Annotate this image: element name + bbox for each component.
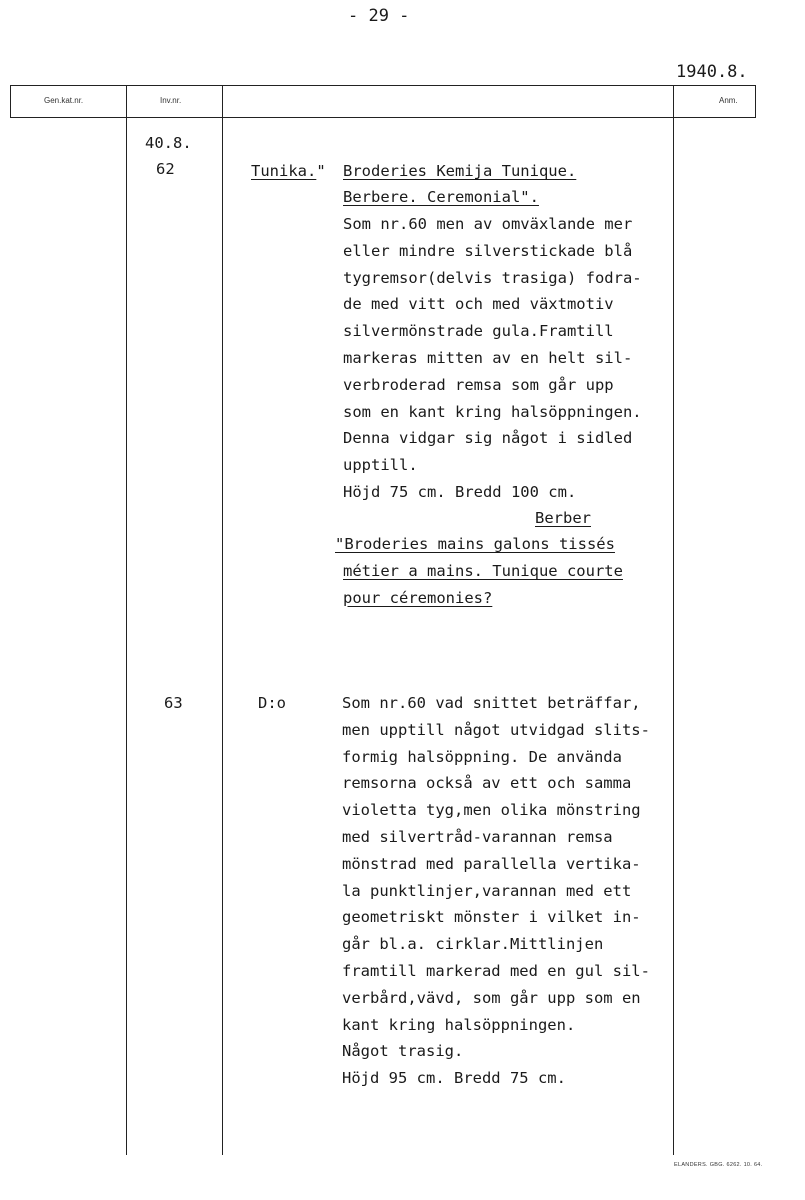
title-line: Berbere. Ceremonial".: [343, 188, 539, 206]
description-text: [343, 211, 642, 506]
description-line: markeras mitten av en helt sil-: [343, 348, 633, 367]
description-line: de med vitt och med växtmotiv: [343, 295, 614, 314]
object-label: D:o: [258, 694, 286, 712]
entry-date-note: 40.8.: [145, 134, 192, 152]
column-header-inv: Inv.nr.: [160, 96, 182, 105]
description-line: med silvertråd-varannan remsa: [342, 827, 613, 846]
description-line: verbård,vävd, som går upp som en: [342, 988, 641, 1007]
note-heading: Berber: [535, 509, 591, 527]
description-text: [342, 690, 650, 1092]
description-line: eller mindre silverstickade blå: [343, 241, 633, 260]
description-line: Höjd 75 cm. Bredd 100 cm.: [343, 482, 577, 501]
quote-mark: ": [316, 162, 326, 180]
description-line: violetta tyg,men olika mönstring: [342, 801, 641, 820]
description-line: Höjd 95 cm. Bredd 75 cm.: [342, 1069, 566, 1088]
description-line: går bl.a. cirklar.Mittlinjen: [342, 935, 604, 954]
left-border: [10, 85, 11, 118]
description-line: men upptill något utvidgad slits-: [342, 720, 650, 739]
column-divider-gen-inv: [126, 85, 127, 1155]
object-label: Tunika.: [251, 162, 317, 180]
description-line: Denna vidgar sig något i sidled: [343, 429, 633, 448]
description-line: upptill.: [343, 456, 418, 475]
description-line: tygremsor(delvis trasiga) fodra-: [343, 268, 642, 287]
description-line: Något trasig.: [342, 1042, 464, 1061]
description-line: mönstrad med parallella vertika-: [342, 854, 641, 873]
column-header-anm: Anm.: [719, 96, 738, 105]
column-header-gen-kat: Gen.kat.nr.: [44, 96, 84, 105]
note-line: pour céremonies?: [343, 588, 493, 607]
description-line: la punktlinjer,varannan med ett: [342, 881, 632, 900]
description-line: verbroderad remsa som går upp: [343, 375, 614, 394]
french-note: [335, 531, 623, 611]
description-line: silvermönstrade gula.Framtill: [343, 322, 614, 341]
right-border: [755, 85, 756, 118]
note-line: métier a mains. Tunique courte: [343, 561, 623, 580]
description-line: formig halsöppning. De använda: [342, 747, 622, 766]
page-number: - 29 -: [348, 6, 410, 26]
description-line: framtill markerad med en gul sil-: [342, 961, 650, 980]
printer-mark: ELANDERS. GBG. 6262. 10. 64.: [674, 1162, 763, 1168]
description-line: remsorna också av ett och samma: [342, 774, 632, 793]
column-divider-desc-anm: [673, 85, 674, 1155]
column-divider-inv-desc: [222, 85, 223, 1155]
description-line: Som nr.60 men av omväxlande mer: [343, 215, 633, 233]
inventory-number: 62: [156, 160, 175, 178]
inventory-number: 63: [164, 694, 183, 712]
title-line: Broderies Kemija Tunique.: [343, 162, 577, 180]
description-line: kant kring halsöppningen.: [342, 1015, 576, 1034]
note-line: "Broderies mains galons tissés: [335, 535, 615, 553]
header-top-rule: [10, 85, 755, 86]
year-stamp: 1940.8.: [676, 62, 748, 82]
header-bottom-rule: [10, 117, 755, 118]
description-line: som en kant kring halsöppningen.: [343, 402, 642, 421]
description-line: geometriskt mönster i vilket in-: [342, 908, 641, 927]
description-line: Som nr.60 vad snittet beträffar,: [342, 694, 641, 712]
